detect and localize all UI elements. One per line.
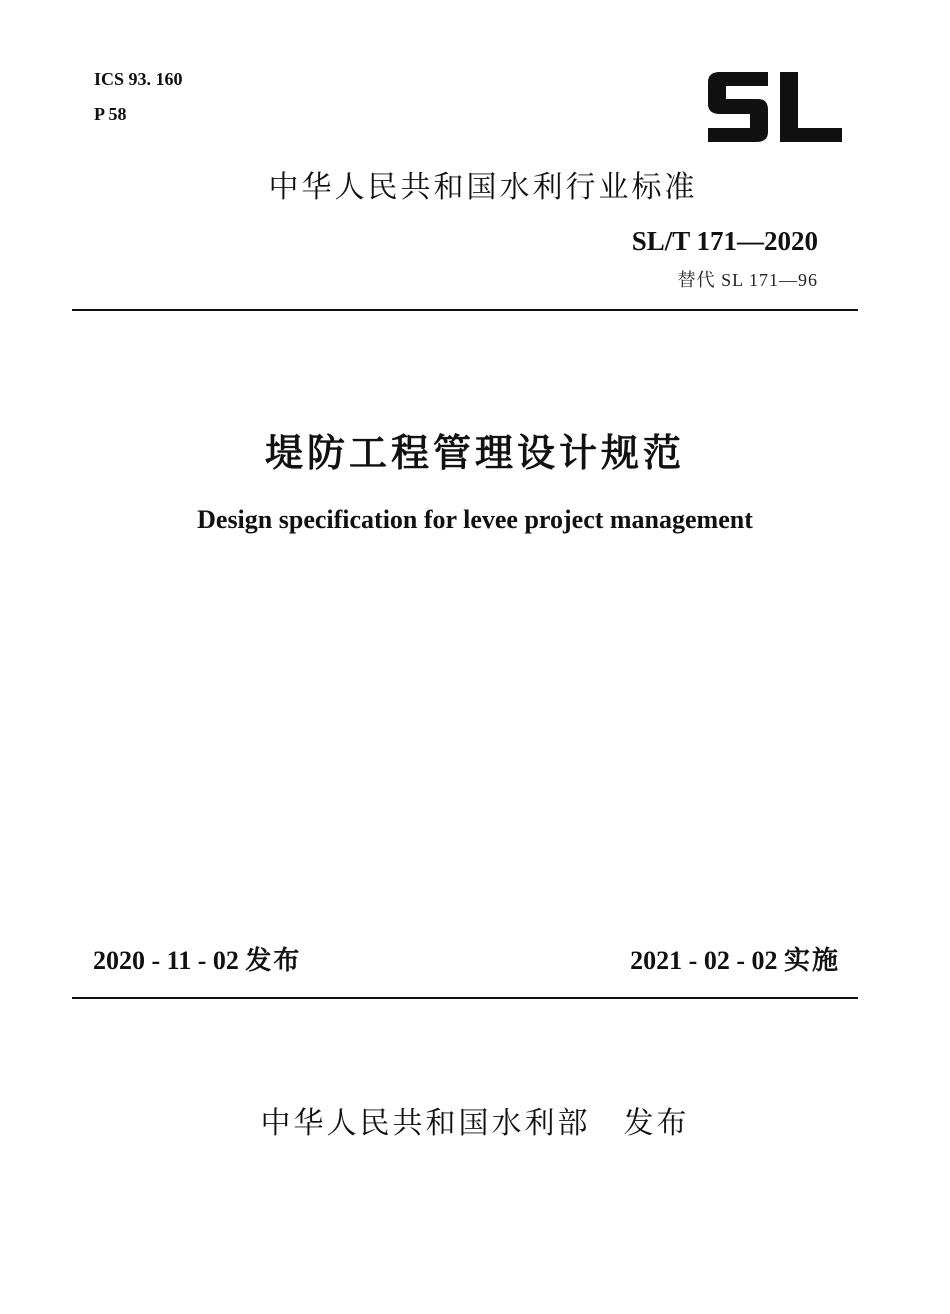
implementation-label: 实施 [783,946,840,976]
publisher: 中华人民共和国水利部 发布 [260,1106,690,1141]
issue-label: 发布 [245,946,302,976]
title-chinese: 堤防工程管理设计规范 [264,431,685,475]
classification-code: P 58 [94,104,127,124]
implementation-date-line [630,944,840,978]
issuer-title: 中华人民共和国水利行业标准 [268,170,698,205]
sl-logo [706,70,844,144]
top-divider [72,309,858,311]
standard-number: SL/T 171—2020 [631,226,818,256]
ics-code: ICS 93. 160 [94,69,183,89]
replaces-note: 替代 SL 171—96 [677,270,818,290]
issue-date-line [93,944,301,978]
title-english: Design specification for levee project management [197,505,753,534]
implementation-date: 2021 - 02 - 02 [630,946,778,975]
bottom-divider [72,997,858,999]
issue-date: 2020 - 11 - 02 [93,946,239,975]
